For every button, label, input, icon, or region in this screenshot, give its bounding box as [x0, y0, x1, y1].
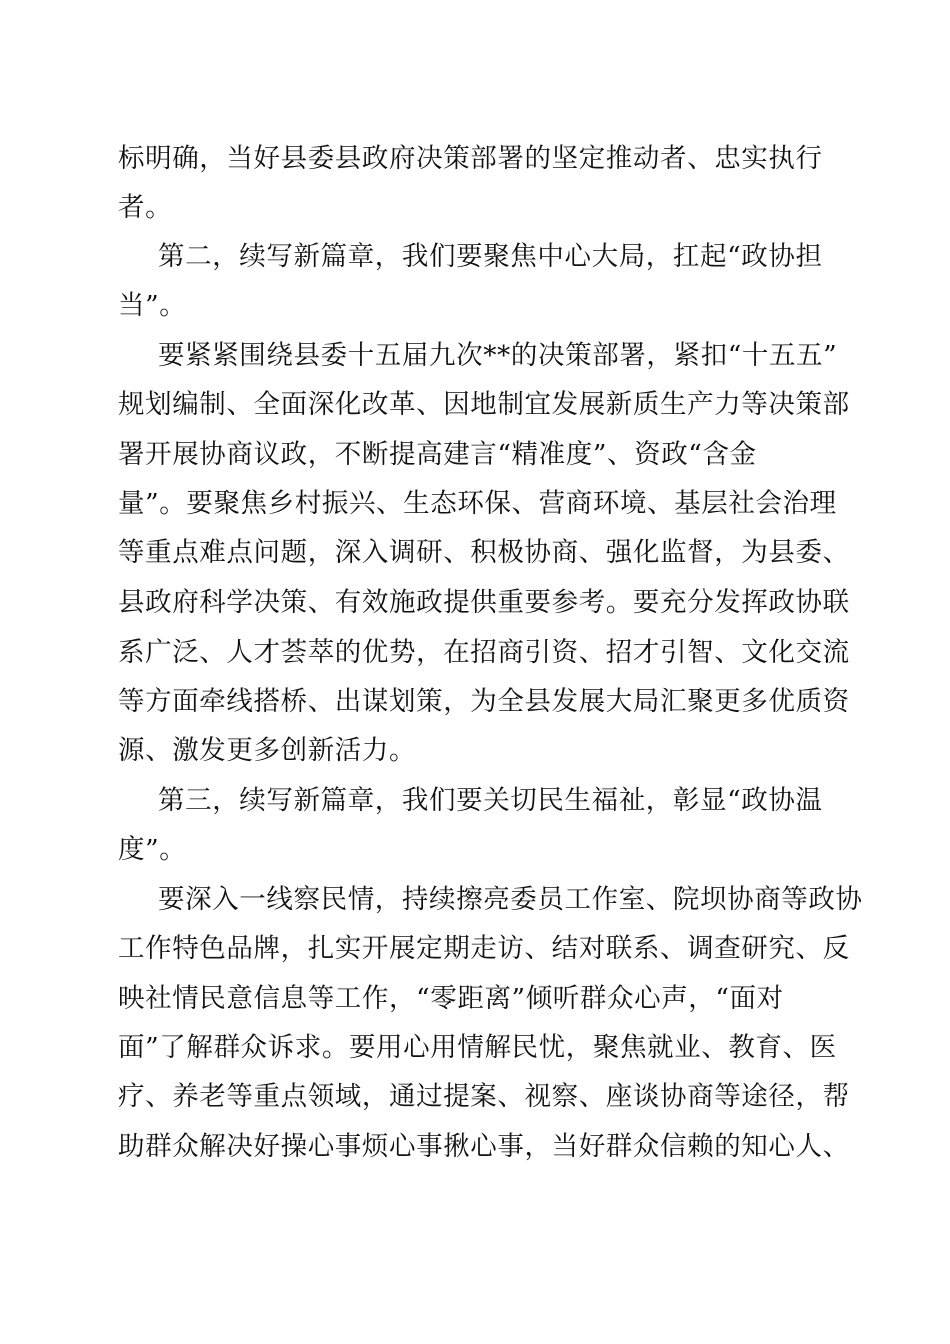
text-line: 当”。	[118, 290, 187, 321]
paragraph-heading-line: 第三，续写新篇章，我们要关切民生福祉，彰显“政协温	[158, 785, 823, 816]
text-line: 助群众解决好操心事烦心事揪心事，当好群众信赖的知心人、	[118, 1131, 850, 1162]
paragraph-start-line: 要深入一线察民情，持续擦亮委员工作室、院坝协商等政协	[158, 884, 863, 915]
text-line: 疗、养老等重点领域，通过提案、视察、座谈协商等途径，帮	[118, 1081, 850, 1112]
paragraph-heading-line: 第二，续写新篇章，我们要聚焦中心大局，扛起“政协担	[158, 241, 823, 272]
text-line: 署开展协商议政，不断提高建言“精准度”、资政“含金	[118, 439, 757, 470]
text-line: 者。	[118, 192, 173, 223]
text-line: 量”。要聚焦乡村振兴、生态环保、营商环境、基层社会治理	[118, 488, 837, 519]
text-line: 县政府科学决策、有效施政提供重要参考。要充分发挥政协联	[118, 587, 850, 618]
text-line: 工作特色品牌，扎实开展定期走访、结对联系、调查研究、反	[118, 933, 850, 964]
text-line: 度”。	[118, 834, 187, 865]
text-line: 系广泛、人才荟萃的优势，在招商引资、招才引智、文化交流	[118, 637, 850, 668]
text-line: 等方面牵线搭桥、出谋划策，为全县发展大局汇聚更多优质资	[118, 686, 850, 717]
text-line: 面”了解群众诉求。要用心用情解民忧，聚焦就业、教育、医	[118, 1032, 837, 1063]
paragraph-start-line: 要紧紧围绕县委十五届九次**的决策部署，紧扣“十五五”	[158, 340, 838, 371]
text-line: 等重点难点问题，深入调研、积极协商、强化监督，为县委、	[118, 537, 850, 568]
text-line: 源、激发更多创新活力。	[118, 735, 417, 766]
text-line: 映社情民意信息等工作，“零距离”倾听群众心声，“面对	[118, 983, 784, 1014]
text-line: 标明确，当好县委县政府决策部署的坚定推动者、忠实执行	[118, 143, 823, 174]
text-line: 规划编制、全面深化改革、因地制宜发展新质生产力等决策部	[118, 389, 850, 420]
